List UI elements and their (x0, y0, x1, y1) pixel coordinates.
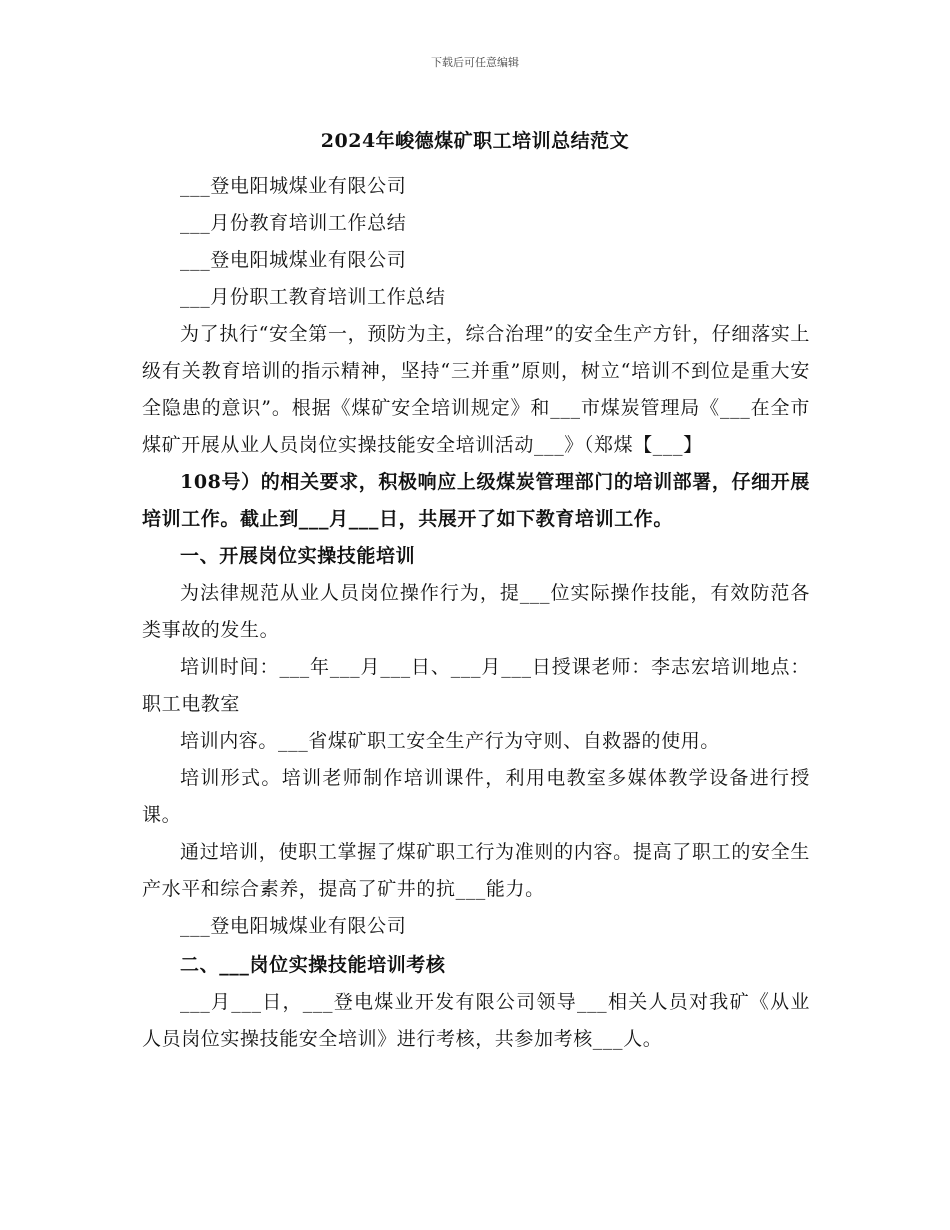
paragraph-assessment: ___月___日，___登电煤业开发有限公司领导___相关人员对我矿《从业人员岗位实操技能安全培训》进行考核，共参加考核___人。 (142, 991, 810, 1050)
paragraph-company-2: ___登电阳城煤业有限公司 (180, 249, 407, 271)
paragraph-training-content: 培训内容。___省煤矿职工安全生产行为守则、自救器的使用。 (180, 730, 720, 752)
document-title: 2024年峻德煤矿职工培训总结范文 (320, 130, 630, 152)
paragraph-training-format: 培训形式。培训老师制作培训课件，利用电教室多媒体教学设备进行授课。 (142, 767, 810, 826)
section-heading-1: 一、开展岗位实操技能培训 (180, 545, 416, 567)
paragraph-training-result: 通过培训，使职工掌握了煤矿职工行为准则的内容。提高了职工的安全生产水平和综合素养，提高了矿井的抗___能力。 (142, 841, 810, 900)
header-note: 下载后可任意编辑 (431, 56, 519, 69)
paragraph-staff-summary: ___月份职工教育培训工作总结 (180, 286, 446, 308)
section-heading-2: 二、___岗位实操技能培训考核 (180, 954, 446, 976)
paragraph-requirements: 108号）的相关要求，积极响应上级煤炭管理部门的培训部署，仔细开展培训工作。截止到___月___日，共展开了如下教育培训工作。 (142, 471, 810, 530)
document-body (142, 168, 810, 1058)
paragraph-company-1: ___登电阳城煤业有限公司 (180, 175, 407, 197)
paragraph-intro: 为了执行“安全第一，预防为主，综合治理”的安全生产方针，仔细落实上级有关教育培训的指示精神，坚持“三并重”原则，树立“培训不到位是重大安全隐患的意识”。根据《煤矿安全培训规定》和___市煤炭管理局《___在全市煤矿开展从业人员岗位实操技能安全培训活动___》（郑煤【___】 (142, 323, 810, 456)
paragraph-company-3: ___登电阳城煤业有限公司 (180, 915, 407, 937)
paragraph-purpose: 为法律规范从业人员岗位操作行为，提___位实际操作技能，有效防范各类事故的发生。 (142, 582, 810, 641)
paragraph-training-time: 培训时间：___年___月___日、___月___日授课老师：李志宏培训地点：职工电教室 (142, 656, 810, 715)
paragraph-monthly-summary: ___月份教育培训工作总结 (180, 212, 407, 234)
